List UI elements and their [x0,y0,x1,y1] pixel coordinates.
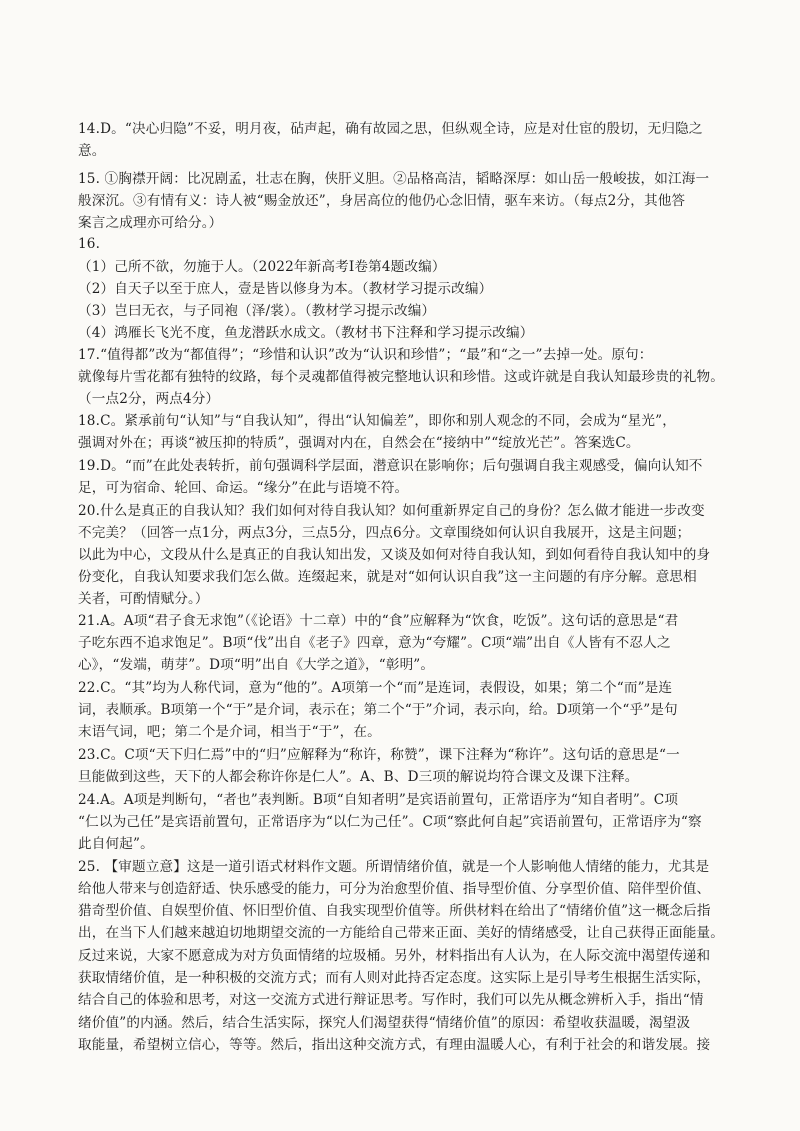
answer-line: 21.A。A项“君子食无求饱”（《论语》十二章）中的“食”应解释为“饮食，吃饭”。这句话的意思是“君 [78,613,679,629]
answer-line: 16. [78,236,101,252]
answer-line: 足，可为宿命、轮回、命运。“缘分”在此与语境不符。 [78,480,409,496]
answer-line: 25. 【审题立意】这是一道引语式材料作文题。所谓情绪价值，就是一个人影响他人情绪的能力，尤其是 [78,859,710,875]
answer-line: 24.A。A项是判断句，“者也”表判断。B项“自知者明”是宾语前置句，正常语序为“知自者明”。C项 [78,792,679,808]
answer-line: 关者，可酌情赋分。） [78,591,209,607]
answer-line: 14.D。“决心归隐”不妥，明月夜，砧声起，确有故园之思，但纵观全诗，应是对仕宦的殷切，无归隐之 [78,121,703,137]
answer-line: 出，在当下人们越来越迫切地期望交流的一方能给自己带来正面、美好的情绪感受，让自己获得正面能量。 [78,925,724,941]
answer-line: （2）自天子以至于庶人，壹是皆以修身为本。（教材学习提示改编） [78,281,493,297]
answer-line: 此自何起”。 [78,836,154,852]
answer-line: 15. ①胸襟开阔：比况剧孟，壮志在胸，侠肝义胆。②品格高洁，韬略深厚：如山岳一般峻拔，如江海一 [78,171,710,187]
answer-line: 旦能做到这些，天下的人都会称许你是仁人”。A、B、D三项的解说均符合课文及课下注释。 [78,769,639,785]
answer-line: 以此为中心，文段从什么是真正的自我认知出发，又谈及如何对待自我认知，到如何看待自我认知中的身 [78,547,711,563]
answer-line: 份变化，自我认知要求我们怎么做。连缀起来，就是对“如何认识自我”这一主问题的有序分解。意思相 [78,569,697,585]
answer-line: 强调对外在；再谈“被压抑的特质”，强调对内在，自然会在“接纳中”“绽放光芒”。答案选C。 [78,435,640,451]
answer-line: 般深沉。③有情有义：诗人被“赐金放还”，身居高位的他仍心念旧情，驱车来访。（每点2分，其他答 [78,193,686,209]
answer-line: “仁以为己任”是宾语前置句，正常语序为“以仁为己任”。C项“察此何自起”宾语前置句，正常语序为“察 [78,814,702,830]
answer-line: （一点2分，两点4分） [78,391,220,407]
answer-line: 就像每片雪花都有独特的纹路，每个灵魂都值得被完整地认识和珍惜。这或许就是自我认知最珍贵的礼物。 [78,369,724,385]
answer-line: （3）岂曰无衣，与子同袍（泽/裳）。（教材学习提示改编） [78,303,436,319]
answer-line: 23.C。C项“天下归仁焉”中的“归”应解释为“称许，称赞”，课下注释为“称许”。这句话的意思是“一 [78,747,680,763]
answer-line: 不完美？（回答一点1分，两点3分，三点5分，四点6分。文章围绕如何认识自我展开，这是主问题； [78,525,691,541]
answer-line: 子吃东西不追求饱足”。B项“伐”出自《老子》四章，意为“夸耀”。C项“端”出自《人皆有不忍人之 [78,635,671,651]
answer-line: 给他人带来与创造舒适、快乐感受的能力，可分为治愈型价值、指导型价值、分享型价值、陪伴型价值、 [78,881,711,897]
answer-line: 22.C。“其”均为人称代词，意为“他的”。A项第一个“而”是连词，表假设，如果；第二个“而”是连 [78,680,673,696]
answer-line: （4）鸿雁长飞光不度，鱼龙潜跃水成文。（教材书下注释和学习提示改编） [78,325,534,341]
answer-line: 末语气词，吧；第二个是介词，相当于“于”，在。 [78,724,381,740]
answer-line: 20.什么是真正的自我认知？我们如何对待自我认知？如何重新界定自己的身份？怎么做才能进一步改变 [78,503,705,519]
answer-line: 意。 [78,143,106,159]
answer-line: 18.C。紧承前句“认知”与“自我认知”，得出“认知偏差”，即你和别人观念的不同，会成为“星光”， [78,413,676,429]
answer-line: 17.“值得都”改为“都值得”；“珍惜和认识”改为“认识和珍惜”；“最”和“之一”去掉一处。原句： [78,347,653,363]
answer-line: 结合自己的体验和思考，对这一交流方式进行辩证思考。写作时，我们可以先从概念辨析入手，指出“情 [78,992,704,1008]
answer-line: 猎奇型价值、自娱型价值、怀旧型价值、自我实现型价值等。所供材料在给出了“情绪价值”这一概念后指 [78,903,711,919]
answer-line: 19.D。“而”在此处表转折，前句强调科学层面，潜意识在影响你；后句强调自我主观感受，偏向认知不 [78,458,703,474]
answer-line: 心》，“发端，萌芽”。D项“明”出自《大学之道》，“彰明”。 [78,657,435,673]
answer-line: 词，表顺承。B项第一个“于”是介词，表示在；第二个“于”介词，表示向，给。D项第一个“乎”是句 [78,702,678,718]
answer-line: 绪价值”的内涵。然后，结合生活实际，探究人们渴望获得“情绪价值”的原因：希望收获温暖，渴望汲 [78,1015,691,1031]
answer-line: 案言之成理亦可给分。） [78,215,223,231]
answer-line: 获取情绪价值，是一种积极的交流方式；而有人则对此持否定态度。这实际上是引导考生根据生活实际， [78,970,711,986]
answer-line: 取能量，希望树立信心，等等。然后，指出这种交流方式，有理由温暖人心，有利于社会的和谐发展。接 [78,1037,711,1053]
answer-line: （1）己所不欲，勿施于人。（2022年新高考Ⅰ卷第4题改编） [78,259,446,275]
answer-line: 反过来说，大家不愿意成为对方负面情绪的垃圾桶。另外，材料指出有人认为，在人际交流中渴望传递和 [78,948,711,964]
